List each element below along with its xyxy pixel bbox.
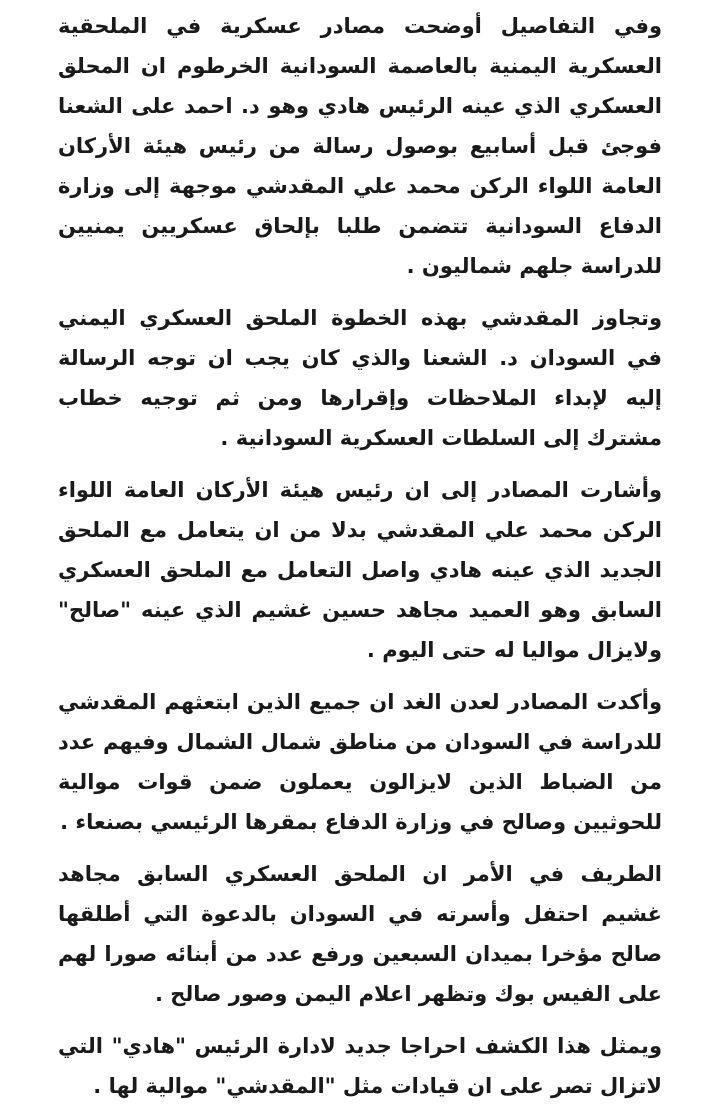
paragraph-3: وأشارت المصادر إلى ان رئيس هيئة الأركان العامة اللواء الركن محمد علي المقدشي بدلا من ان يتعامل مع الملحق الجديد الذي عينه هادي واصل التعامل مع الملحق العسكري السابق وهو العميد مجاهد حسين غشيم الذي عينه "صالح" ولايزال مواليا له حتى اليوم .: [58, 478, 662, 662]
paragraph-4: وأكدت المصادر لعدن الغد ان جميع الذين ابتعثهم المقدشي للدراسة في السودان من مناطق شمال الشمال وفيهم عدد من الضباط الذين لايزالون يعملون ضمن قوات موالية للحوثيين وصالح في وزارة الدفاع بمقرها الرئيسي بصنعاء .: [58, 690, 662, 834]
paragraph-6: ويمثل هذا الكشف احراجا جديد لادارة الرئيس "هادي" التي لاتزال تصر على ان قيادات مثل "المقدشي" موالية لها .: [58, 1034, 662, 1098]
paragraph-5: الطريف في الأمر ان الملحق العسكري السابق مجاهد غشيم احتفل وأسرته في السودان بالدعوة التي أطلقها صالح مؤخرا بميدان السبعين ورفع عدد من أبنائه صورا لهم على الفيس بوك وتظهر اعلام اليمن وصور صالح .: [58, 862, 662, 1006]
paragraph-2: وتجاوز المقدشي بهذه الخطوة الملحق العسكري اليمني في السودان د. الشعنا والذي كان يجب ان توجه الرسالة إليه لإبداء الملاحظات وإقرارها ومن ثم توجيه خطاب مشترك إلى السلطات العسكرية السودانية .: [58, 306, 662, 450]
paragraph-1: وفي التفاصيل أوضحت مصادر عسكرية في الملحقية العسكرية اليمنية بالعاصمة السودانية الخرطوم ان المحلق العسكري الذي عينه الرئيس هادي وهو د. احمد على الشعنا فوجئ قبل أسابيع بوصول رسالة من رئيس هيئة الأركان العامة اللواء الركن محمد علي المقدشي موجهة إلى وزارة الدفاع السودانية تتضمن طلبا بإلحاق عسكريين يمنيين للدراسة جلهم شماليون .: [58, 14, 662, 278]
